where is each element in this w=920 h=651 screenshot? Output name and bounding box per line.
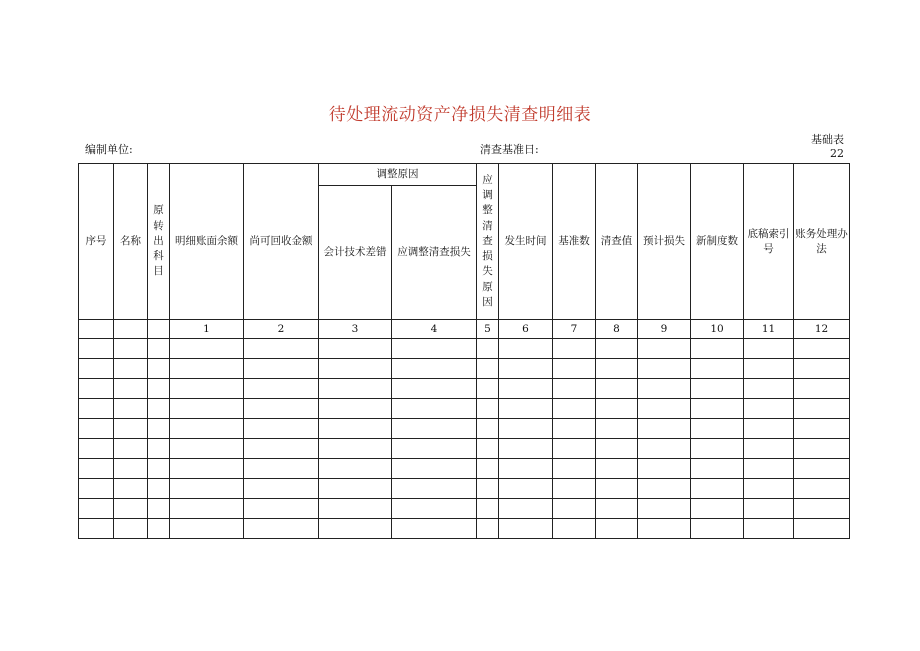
table-cell[interactable] bbox=[392, 459, 477, 479]
table-row bbox=[79, 339, 850, 359]
table-cell[interactable] bbox=[148, 379, 170, 399]
table-cell[interactable] bbox=[499, 399, 553, 419]
table-cell[interactable] bbox=[596, 359, 638, 379]
header-adjust-loss-reason bbox=[477, 164, 499, 320]
table-cell[interactable] bbox=[148, 439, 170, 459]
header-adjust-loss: 应调整清查损失 bbox=[392, 186, 477, 320]
header-orig-subject-label: 原转出科目 bbox=[153, 204, 164, 278]
header-new-system-count: 新制度数 bbox=[691, 164, 744, 320]
table-cell[interactable] bbox=[148, 359, 170, 379]
header-book-balance: 明细账面余额 bbox=[170, 164, 244, 320]
table-cell[interactable] bbox=[691, 419, 744, 439]
table-cell[interactable] bbox=[744, 359, 794, 379]
table-cell[interactable] bbox=[148, 519, 170, 539]
table-cell[interactable] bbox=[319, 379, 392, 399]
table-cell[interactable] bbox=[499, 439, 553, 459]
table-row bbox=[79, 399, 850, 419]
table-cell[interactable] bbox=[244, 379, 319, 399]
table-cell[interactable] bbox=[744, 419, 794, 439]
column-number: 3 bbox=[319, 320, 392, 339]
table-cell[interactable] bbox=[596, 339, 638, 359]
column-number: 5 bbox=[477, 320, 499, 339]
table-cell[interactable] bbox=[79, 339, 114, 359]
table-cell[interactable] bbox=[392, 379, 477, 399]
header-seq: 序号 bbox=[79, 164, 114, 320]
table-cell[interactable] bbox=[553, 359, 596, 379]
table-cell[interactable] bbox=[638, 479, 691, 499]
table-cell[interactable] bbox=[638, 359, 691, 379]
header-check-value: 清查值 bbox=[596, 164, 638, 320]
table-cell[interactable] bbox=[477, 399, 499, 419]
table-cell[interactable] bbox=[114, 439, 148, 459]
table-cell[interactable] bbox=[638, 339, 691, 359]
table-cell[interactable] bbox=[638, 459, 691, 479]
table-cell[interactable] bbox=[244, 359, 319, 379]
table-row bbox=[79, 479, 850, 499]
header-recoverable: 尚可回收金额 bbox=[244, 164, 319, 320]
table-cell[interactable] bbox=[499, 359, 553, 379]
table-cell[interactable] bbox=[319, 499, 392, 519]
table-cell[interactable] bbox=[638, 439, 691, 459]
table-cell[interactable] bbox=[794, 519, 850, 539]
table-cell[interactable] bbox=[244, 399, 319, 419]
table-cell[interactable] bbox=[170, 399, 244, 419]
table-cell[interactable] bbox=[244, 479, 319, 499]
table-cell[interactable] bbox=[148, 459, 170, 479]
column-number: 12 bbox=[794, 320, 850, 339]
table-cell[interactable] bbox=[744, 339, 794, 359]
table-row bbox=[79, 439, 850, 459]
table-cell[interactable] bbox=[319, 359, 392, 379]
header-orig-subject bbox=[148, 164, 170, 320]
table-cell[interactable] bbox=[596, 499, 638, 519]
table-cell[interactable] bbox=[477, 459, 499, 479]
table-cell[interactable] bbox=[744, 379, 794, 399]
table-cell[interactable] bbox=[691, 359, 744, 379]
table-cell[interactable] bbox=[114, 359, 148, 379]
table-cell[interactable] bbox=[553, 399, 596, 419]
table-row bbox=[79, 519, 850, 539]
table-cell[interactable] bbox=[79, 519, 114, 539]
table-cell[interactable] bbox=[596, 419, 638, 439]
form-label: 基础表 bbox=[811, 133, 844, 146]
table-cell[interactable] bbox=[553, 339, 596, 359]
table-cell[interactable] bbox=[477, 379, 499, 399]
table-cell[interactable] bbox=[691, 439, 744, 459]
table-row bbox=[79, 359, 850, 379]
column-number: 10 bbox=[691, 320, 744, 339]
date-label: 清查基准日: bbox=[480, 143, 539, 156]
table-cell[interactable] bbox=[244, 499, 319, 519]
table-cell[interactable] bbox=[114, 399, 148, 419]
table-cell[interactable] bbox=[244, 459, 319, 479]
table-cell[interactable] bbox=[553, 479, 596, 499]
column-number: 4 bbox=[392, 320, 477, 339]
table-cell[interactable] bbox=[553, 439, 596, 459]
table-cell[interactable] bbox=[244, 439, 319, 459]
table-cell[interactable] bbox=[744, 479, 794, 499]
table-cell[interactable] bbox=[499, 519, 553, 539]
column-number: 11 bbox=[744, 320, 794, 339]
table-cell[interactable] bbox=[170, 459, 244, 479]
table-cell[interactable] bbox=[114, 339, 148, 359]
table-row bbox=[79, 379, 850, 399]
table-cell[interactable] bbox=[79, 399, 114, 419]
header-adjust-reason: 调整原因 bbox=[319, 164, 477, 186]
table-cell[interactable] bbox=[638, 499, 691, 519]
table-cell[interactable] bbox=[170, 359, 244, 379]
table-cell[interactable] bbox=[499, 379, 553, 399]
table-cell[interactable] bbox=[244, 339, 319, 359]
table-cell[interactable] bbox=[170, 439, 244, 459]
table-cell[interactable] bbox=[477, 419, 499, 439]
table-cell[interactable] bbox=[319, 459, 392, 479]
table-cell[interactable] bbox=[477, 519, 499, 539]
table-cell[interactable] bbox=[477, 439, 499, 459]
table-cell[interactable] bbox=[794, 359, 850, 379]
table-row bbox=[79, 459, 850, 479]
table-cell[interactable] bbox=[794, 459, 850, 479]
table-cell[interactable] bbox=[477, 479, 499, 499]
table-cell[interactable] bbox=[596, 519, 638, 539]
table-cell[interactable] bbox=[691, 459, 744, 479]
table-cell[interactable] bbox=[319, 519, 392, 539]
table-cell[interactable] bbox=[477, 359, 499, 379]
table-cell[interactable] bbox=[499, 419, 553, 439]
table-cell[interactable] bbox=[794, 399, 850, 419]
table-cell[interactable] bbox=[79, 359, 114, 379]
table-cell[interactable] bbox=[596, 439, 638, 459]
table-cell[interactable] bbox=[79, 479, 114, 499]
table-cell[interactable] bbox=[392, 499, 477, 519]
table-cell[interactable] bbox=[114, 379, 148, 399]
table-cell[interactable] bbox=[148, 479, 170, 499]
table-cell[interactable] bbox=[477, 339, 499, 359]
table-cell[interactable] bbox=[499, 459, 553, 479]
table-cell[interactable] bbox=[794, 419, 850, 439]
table-cell[interactable] bbox=[744, 459, 794, 479]
column-number: 7 bbox=[553, 320, 596, 339]
table-cell[interactable] bbox=[794, 499, 850, 519]
table-cell[interactable] bbox=[794, 439, 850, 459]
table-cell[interactable] bbox=[691, 379, 744, 399]
table-cell[interactable] bbox=[244, 419, 319, 439]
table-cell[interactable] bbox=[691, 499, 744, 519]
table-row bbox=[79, 499, 850, 519]
column-number: 6 bbox=[499, 320, 553, 339]
table-cell[interactable] bbox=[596, 379, 638, 399]
header-base-count: 基准数 bbox=[553, 164, 596, 320]
table-cell[interactable] bbox=[319, 419, 392, 439]
table-cell[interactable] bbox=[553, 499, 596, 519]
table-cell[interactable] bbox=[744, 439, 794, 459]
table-cell[interactable] bbox=[392, 359, 477, 379]
table-cell[interactable] bbox=[691, 479, 744, 499]
column-number: 2 bbox=[244, 320, 319, 339]
form-number: 22 bbox=[830, 147, 844, 160]
table-cell[interactable] bbox=[638, 419, 691, 439]
table-cell[interactable] bbox=[553, 459, 596, 479]
number-cell bbox=[79, 320, 114, 339]
header-name: 名称 bbox=[114, 164, 148, 320]
table-cell[interactable] bbox=[392, 419, 477, 439]
table-cell[interactable] bbox=[596, 479, 638, 499]
column-number: 1 bbox=[170, 320, 244, 339]
table-cell[interactable] bbox=[638, 379, 691, 399]
table-cell[interactable] bbox=[79, 459, 114, 479]
table-cell[interactable] bbox=[794, 479, 850, 499]
header-adjust-loss-reason-label: 应调整清查损失原因 bbox=[482, 174, 493, 308]
table-cell[interactable] bbox=[79, 419, 114, 439]
table-cell[interactable] bbox=[553, 519, 596, 539]
table-cell[interactable] bbox=[170, 499, 244, 519]
table-cell[interactable] bbox=[499, 499, 553, 519]
column-number: 8 bbox=[596, 320, 638, 339]
table-cell[interactable] bbox=[596, 399, 638, 419]
table-cell[interactable] bbox=[794, 379, 850, 399]
table-cell[interactable] bbox=[114, 459, 148, 479]
table-cell[interactable] bbox=[79, 379, 114, 399]
table-cell[interactable] bbox=[553, 419, 596, 439]
table-cell[interactable] bbox=[596, 459, 638, 479]
table-cell[interactable] bbox=[477, 499, 499, 519]
table-cell[interactable] bbox=[392, 479, 477, 499]
table-cell[interactable] bbox=[392, 439, 477, 459]
table-cell[interactable] bbox=[148, 399, 170, 419]
table-cell[interactable] bbox=[319, 399, 392, 419]
header-occur-time: 发生时间 bbox=[499, 164, 553, 320]
table-cell[interactable] bbox=[553, 379, 596, 399]
table-cell[interactable] bbox=[392, 519, 477, 539]
unit-label: 编制单位: bbox=[85, 143, 133, 156]
detail-table bbox=[78, 163, 850, 539]
table-cell[interactable] bbox=[244, 519, 319, 539]
table-cell[interactable] bbox=[114, 519, 148, 539]
table-cell[interactable] bbox=[794, 339, 850, 359]
column-number: 9 bbox=[638, 320, 691, 339]
table-cell[interactable] bbox=[499, 339, 553, 359]
table-cell[interactable] bbox=[114, 499, 148, 519]
header-accounting-error: 会计技术差错 bbox=[319, 186, 392, 320]
table-cell[interactable] bbox=[114, 479, 148, 499]
table-cell[interactable] bbox=[319, 479, 392, 499]
table-cell[interactable] bbox=[148, 499, 170, 519]
table-cell[interactable] bbox=[638, 519, 691, 539]
number-cell bbox=[148, 320, 170, 339]
table-cell[interactable] bbox=[170, 519, 244, 539]
table-cell[interactable] bbox=[148, 419, 170, 439]
table-cell[interactable] bbox=[170, 479, 244, 499]
table-cell[interactable] bbox=[744, 519, 794, 539]
table-cell[interactable] bbox=[499, 479, 553, 499]
number-cell bbox=[114, 320, 148, 339]
header-handling: 账务处理办法 bbox=[794, 164, 850, 320]
document-title: 待处理流动资产净损失清查明细表 bbox=[328, 105, 592, 125]
table-cell[interactable] bbox=[691, 399, 744, 419]
table-cell[interactable] bbox=[638, 399, 691, 419]
header-expected-loss: 预计损失 bbox=[638, 164, 691, 320]
table-cell[interactable] bbox=[319, 339, 392, 359]
table-cell[interactable] bbox=[392, 339, 477, 359]
table-cell[interactable] bbox=[148, 339, 170, 359]
table-cell[interactable] bbox=[744, 499, 794, 519]
table-cell[interactable] bbox=[170, 339, 244, 359]
table-cell[interactable] bbox=[170, 419, 244, 439]
table-cell[interactable] bbox=[114, 419, 148, 439]
table-row bbox=[79, 419, 850, 439]
table-cell[interactable] bbox=[79, 439, 114, 459]
table-cell[interactable] bbox=[744, 399, 794, 419]
table-cell[interactable] bbox=[691, 519, 744, 539]
table-cell[interactable] bbox=[170, 379, 244, 399]
table-cell[interactable] bbox=[319, 439, 392, 459]
header-draft-index: 底稿索引号 bbox=[744, 164, 794, 320]
column-number-row bbox=[79, 320, 850, 339]
table-cell[interactable] bbox=[79, 499, 114, 519]
table-cell[interactable] bbox=[691, 339, 744, 359]
table-cell[interactable] bbox=[392, 399, 477, 419]
